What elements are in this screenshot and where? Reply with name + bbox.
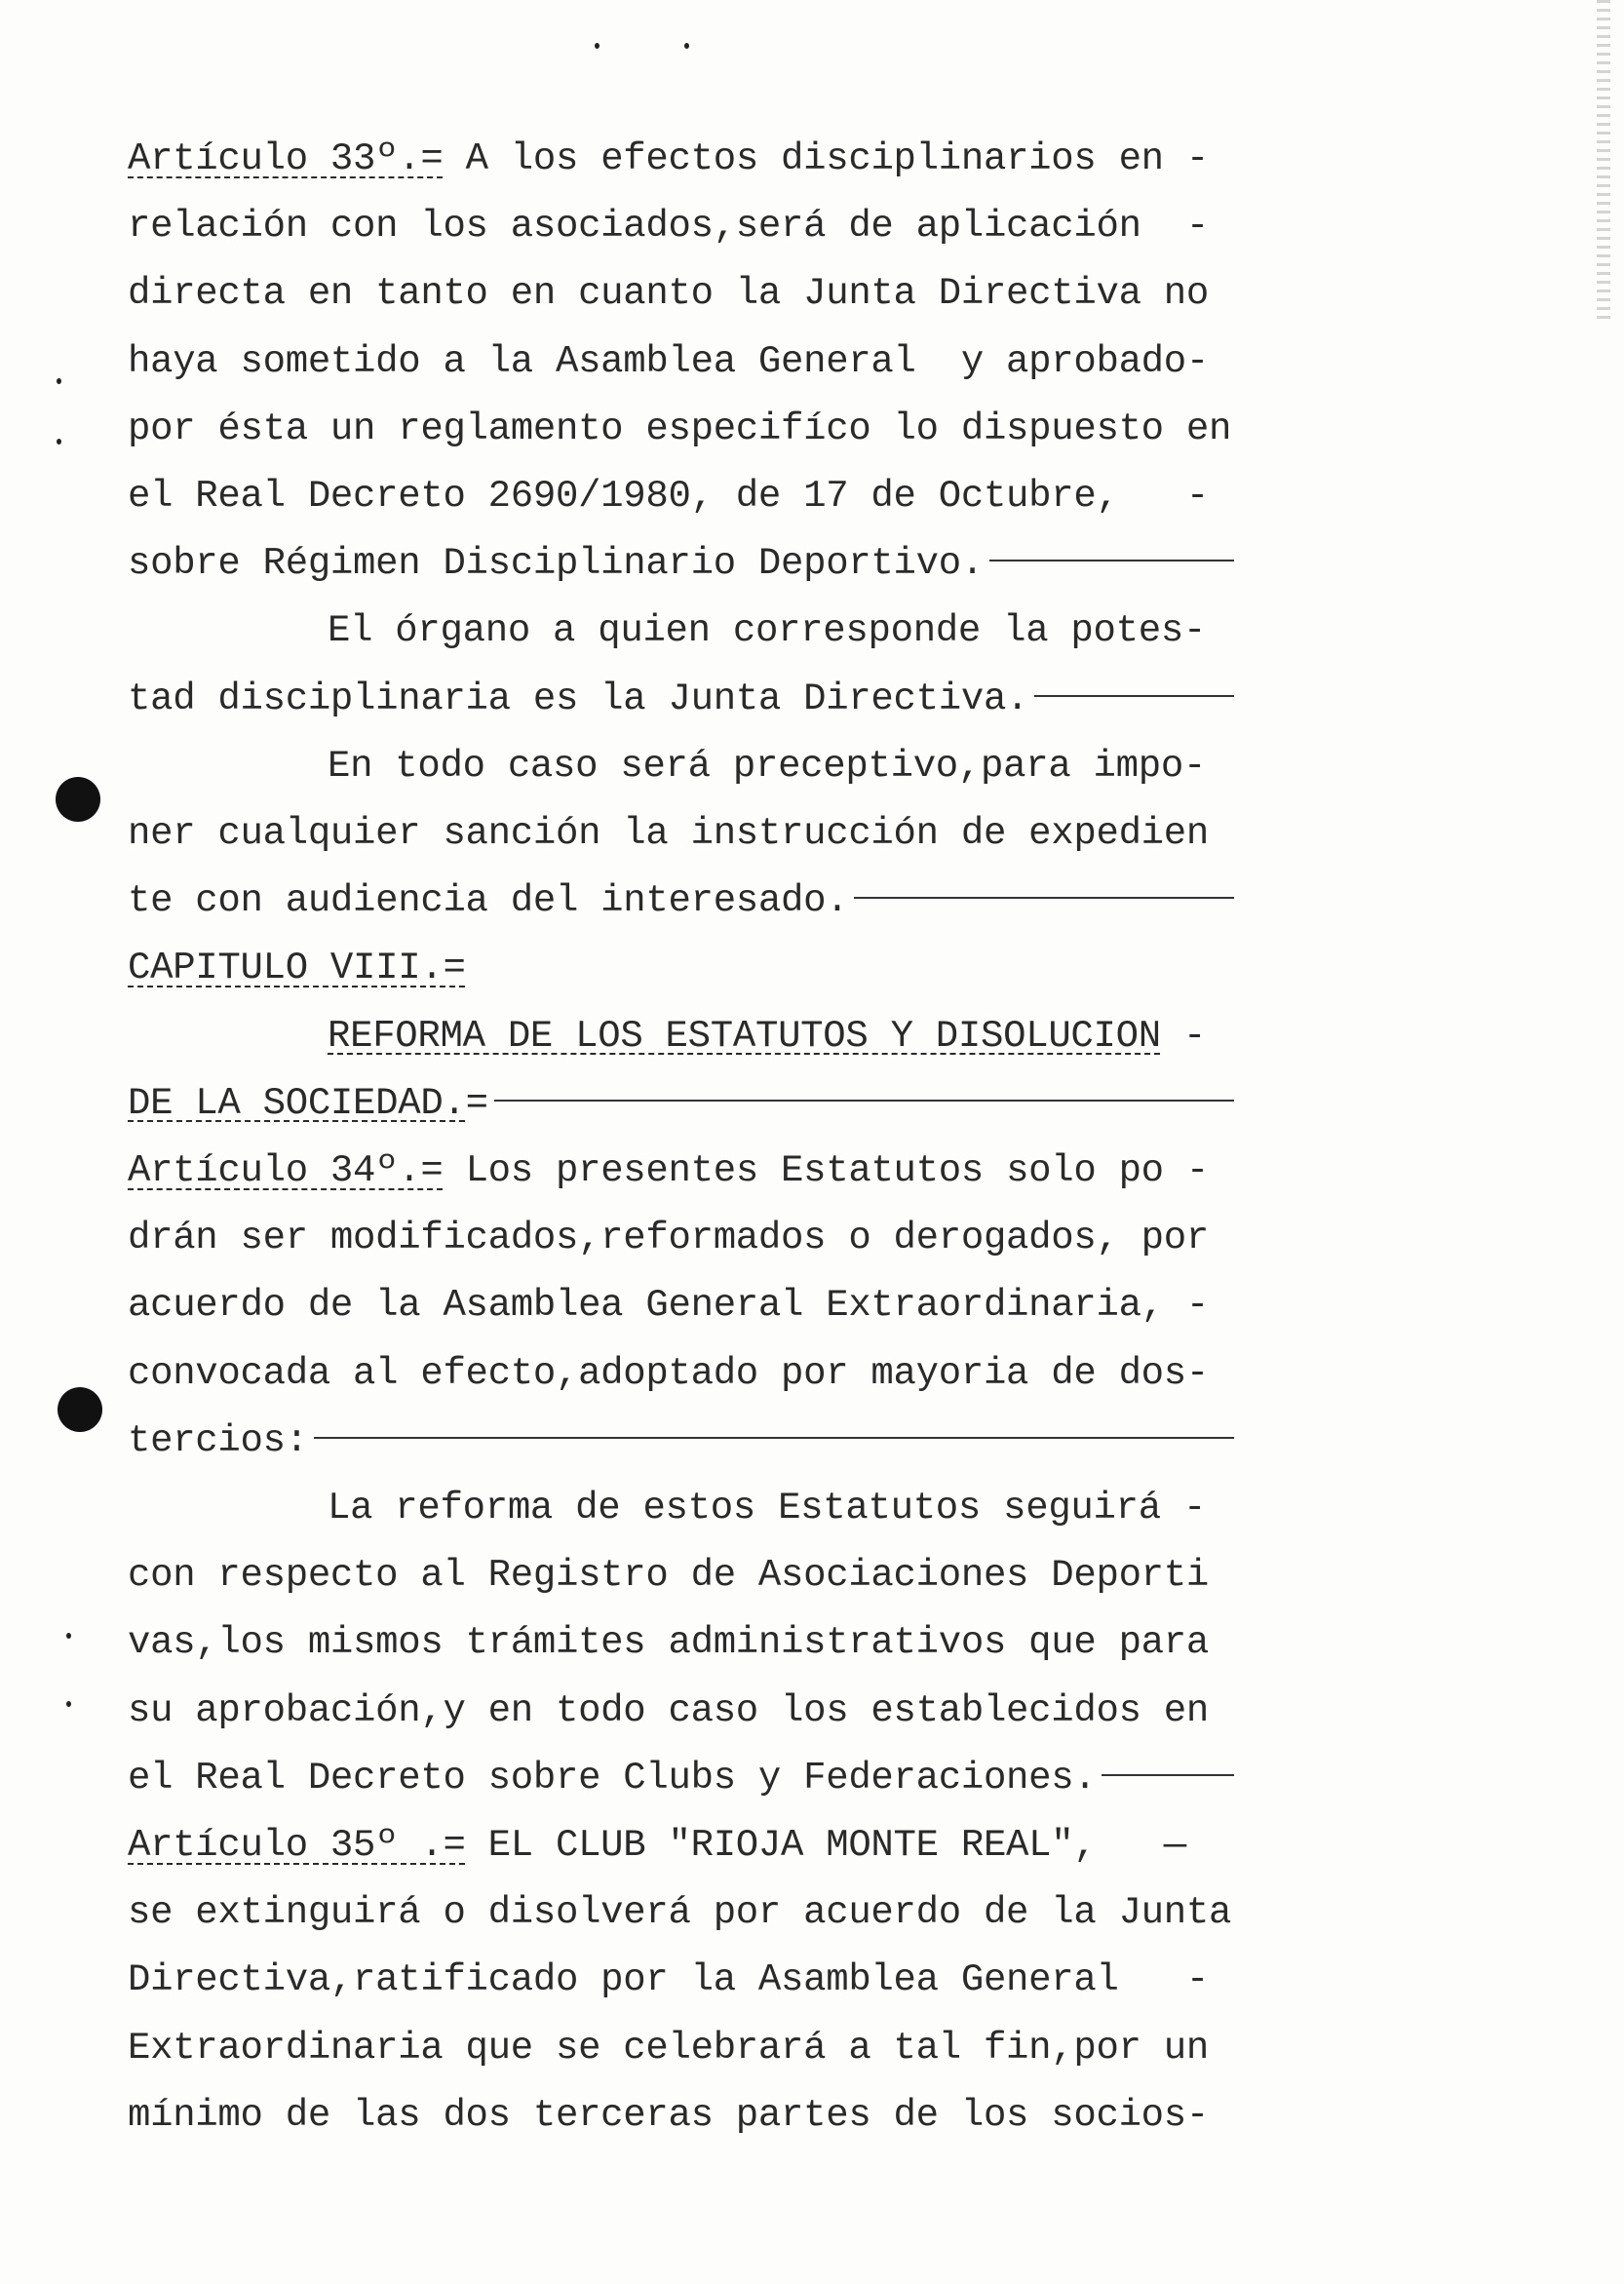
fill-dash-rule bbox=[1102, 1774, 1234, 1776]
underlined-heading: Artículo 35º .= bbox=[128, 1824, 466, 1867]
fill-dash-rule bbox=[989, 560, 1234, 561]
fill-dash-rule bbox=[494, 1100, 1234, 1102]
speck bbox=[66, 1701, 71, 1707]
text-line bbox=[128, 677, 1234, 721]
line-text: por ésta un reglamento especifíco lo dispuesto en bbox=[128, 406, 1232, 450]
punch-hole bbox=[56, 777, 100, 822]
line-text: EL CLUB "RIOJA MONTE REAL", — bbox=[465, 1824, 1186, 1867]
line-text: tercios: bbox=[128, 1418, 308, 1462]
text-line bbox=[128, 474, 1234, 519]
text-line bbox=[128, 946, 1234, 990]
line-text: el Real Decreto 2690/1980, de 17 de Octubre, - bbox=[128, 475, 1209, 518]
line-text: mínimo de las dos terceras partes de los socios- bbox=[128, 2093, 1209, 2137]
line-text: su aprobación,y en todo caso los establecidos en bbox=[128, 1688, 1209, 1732]
text-line bbox=[328, 1014, 1234, 1059]
text-line bbox=[128, 1418, 1234, 1463]
text-line bbox=[328, 608, 1234, 653]
text-line bbox=[128, 406, 1234, 451]
line-text: = bbox=[465, 1081, 488, 1125]
text-line bbox=[128, 1957, 1234, 2002]
text-line bbox=[128, 878, 1234, 923]
speck bbox=[595, 43, 599, 49]
line-text: tad disciplinaria es la Junta Directiva. bbox=[128, 677, 1029, 720]
text-line bbox=[128, 2026, 1234, 2071]
text-line bbox=[128, 1081, 1234, 1126]
speck bbox=[57, 378, 61, 384]
line-text: se extinguirá o disolverá por acuerdo de la Junta bbox=[128, 1891, 1232, 1935]
underlined-heading: CAPITULO VIII.= bbox=[128, 947, 466, 990]
line-text: directa en tanto en cuanto la Junta Directiva no bbox=[128, 272, 1209, 316]
line-text: El órgano a quien corresponde la potes- bbox=[328, 609, 1207, 653]
line-text: el Real Decreto sobre Clubs y Federaciones. bbox=[128, 1756, 1097, 1800]
speck bbox=[66, 1633, 71, 1639]
line-text: En todo caso será preceptivo,para impo- bbox=[328, 744, 1207, 788]
line-text: La reforma de estos Estatutos seguirá - bbox=[328, 1487, 1207, 1529]
underlined-heading: Artículo 33º.= bbox=[128, 137, 444, 180]
text-line bbox=[128, 1216, 1234, 1260]
text-line bbox=[128, 1756, 1234, 1800]
line-text: vas,los mismos trámites administrativos que para bbox=[128, 1621, 1209, 1665]
line-text: haya sometido a la Asamblea General y aprobado- bbox=[128, 339, 1209, 383]
text-line bbox=[128, 541, 1234, 586]
text-line bbox=[128, 1148, 1234, 1193]
text-line bbox=[128, 271, 1234, 316]
text-line bbox=[128, 1351, 1234, 1396]
line-text: acuerdo de la Asamblea General Extraordinaria, - bbox=[128, 1284, 1209, 1328]
text-line bbox=[128, 1688, 1234, 1733]
line-text: relación con los asociados,será de aplicación - bbox=[128, 205, 1209, 249]
line-text: A los efectos disciplinarios en - bbox=[443, 137, 1209, 180]
line-text: drán ser modificados,reformados o derogados, por bbox=[128, 1217, 1209, 1260]
text-line bbox=[328, 744, 1234, 789]
text-line bbox=[128, 1553, 1234, 1598]
fill-dash-rule bbox=[854, 897, 1234, 899]
fill-dash-rule bbox=[314, 1437, 1234, 1439]
fill-dash-rule bbox=[1034, 695, 1234, 697]
text-line bbox=[328, 1486, 1234, 1530]
text-line bbox=[128, 811, 1234, 856]
line-text: Extraordinaria que se celebrará a tal fin,por un bbox=[128, 2026, 1209, 2070]
text-line bbox=[128, 136, 1234, 181]
underlined-heading: Artículo 34º.= bbox=[128, 1149, 444, 1192]
punch-hole bbox=[58, 1387, 102, 1432]
text-line bbox=[128, 1620, 1234, 1665]
scan-edge-artifact bbox=[1597, 0, 1610, 322]
line-text: - bbox=[1160, 1014, 1207, 1058]
text-line bbox=[128, 1823, 1234, 1868]
speck bbox=[57, 439, 61, 445]
text-line bbox=[128, 1890, 1234, 1935]
line-text: te con audiencia del interesado. bbox=[128, 879, 849, 923]
line-text: Los presentes Estatutos solo po - bbox=[443, 1149, 1209, 1192]
underlined-heading: REFORMA DE LOS ESTATUTOS Y DISOLUCION bbox=[328, 1014, 1161, 1058]
line-text: con respecto al Registro de Asociaciones Deporti bbox=[128, 1554, 1209, 1598]
line-text: Directiva,ratificado por la Asamblea General - bbox=[128, 1958, 1209, 2002]
line-text: ner cualquier sanción la instrucción de expedien bbox=[128, 812, 1209, 855]
line-text: convocada al efecto,adoptado por mayoria de dos- bbox=[128, 1351, 1209, 1395]
text-line bbox=[128, 1283, 1234, 1328]
text-line bbox=[128, 339, 1234, 384]
text-line bbox=[128, 2093, 1234, 2138]
underlined-heading: DE LA SOCIEDAD. bbox=[128, 1081, 466, 1125]
line-text: sobre Régimen Disciplinario Deportivo. bbox=[128, 542, 984, 586]
text-line bbox=[128, 204, 1234, 249]
speck bbox=[684, 43, 689, 49]
